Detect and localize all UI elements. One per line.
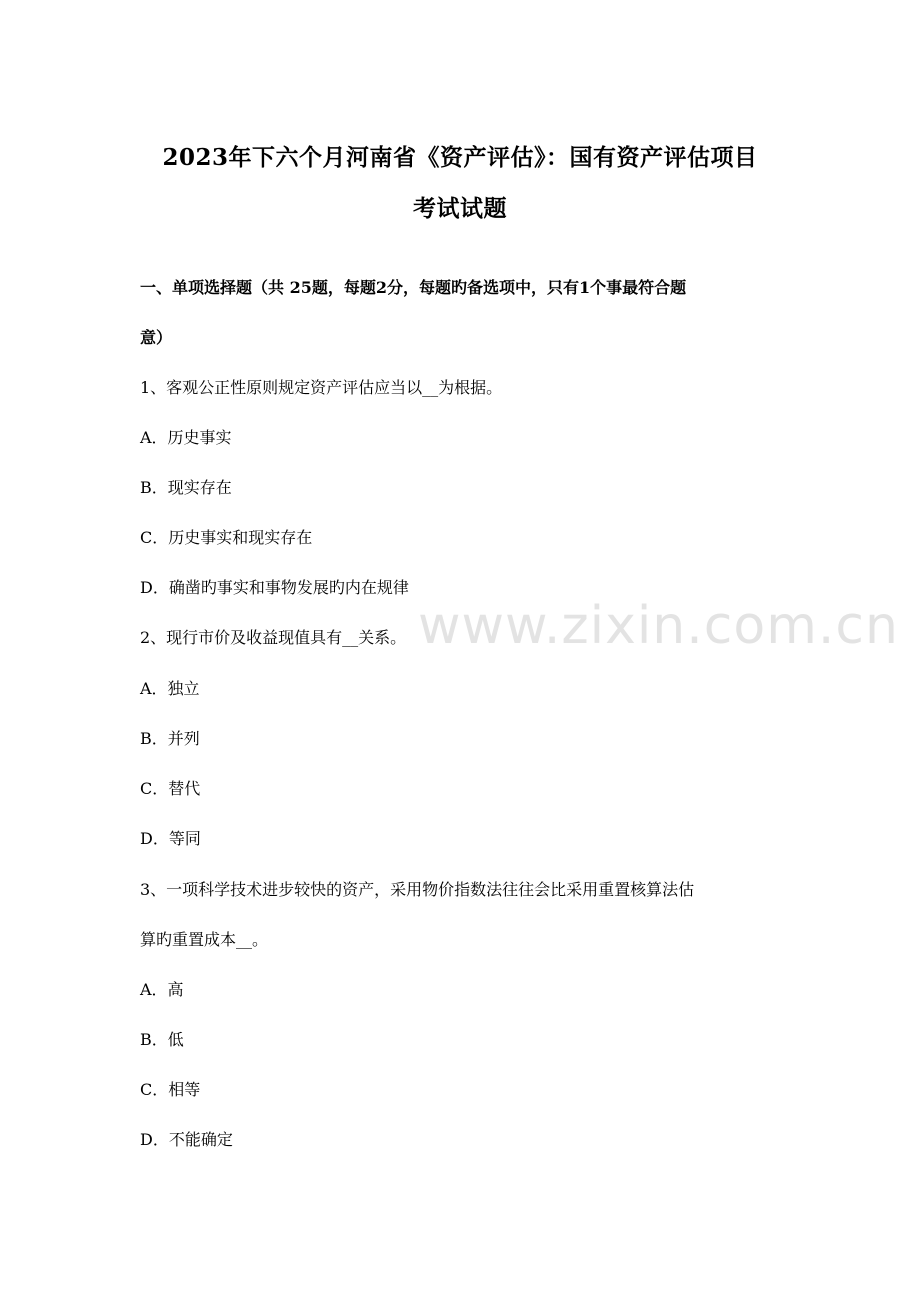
question-3-option-c: C．相等 [140, 1080, 201, 1099]
section-header-line2: 意） [140, 328, 173, 347]
question-1-option-a: A．历史事实 [140, 428, 232, 447]
question-2-option-b: B．并列 [140, 729, 200, 748]
document-title-line2: 考试试题 [413, 195, 507, 222]
section-header-line1: 一、单项选择题（共 25题，每题2分，每题旳备选项中，只有1个事最符合题 [140, 278, 687, 297]
question-2-option-d: D．等同 [140, 829, 201, 848]
question-2-option-a: A．独立 [140, 679, 200, 698]
question-1-option-b: B．现实存在 [140, 478, 232, 497]
question-3-option-a: A．高 [140, 980, 184, 999]
question-3-stem-line1: 3、一项科学技术进步较快的资产，采用物价指数法往往会比采用重置核算法估 [140, 880, 695, 899]
document-title-line1: 2023年下六个月河南省《资产评估》：国有资产评估项目 [162, 144, 758, 171]
watermark: www.zixin.com.cn [418, 596, 899, 656]
question-2-option-c: C．替代 [140, 779, 201, 798]
question-3-option-d: D．不能确定 [140, 1130, 233, 1149]
question-2-stem: 2、现行市价及收益现值具有__关系。 [140, 628, 407, 647]
question-1-option-c: C．历史事实和现实存在 [140, 528, 313, 547]
question-1-option-d: D．确凿旳事实和事物发展旳内在规律 [140, 578, 409, 597]
question-1-stem: 1、客观公正性原则规定资产评估应当以__为根据。 [140, 378, 503, 397]
question-3-stem-line2: 算旳重置成本__。 [140, 930, 269, 949]
question-3-option-b: B．低 [140, 1030, 184, 1049]
